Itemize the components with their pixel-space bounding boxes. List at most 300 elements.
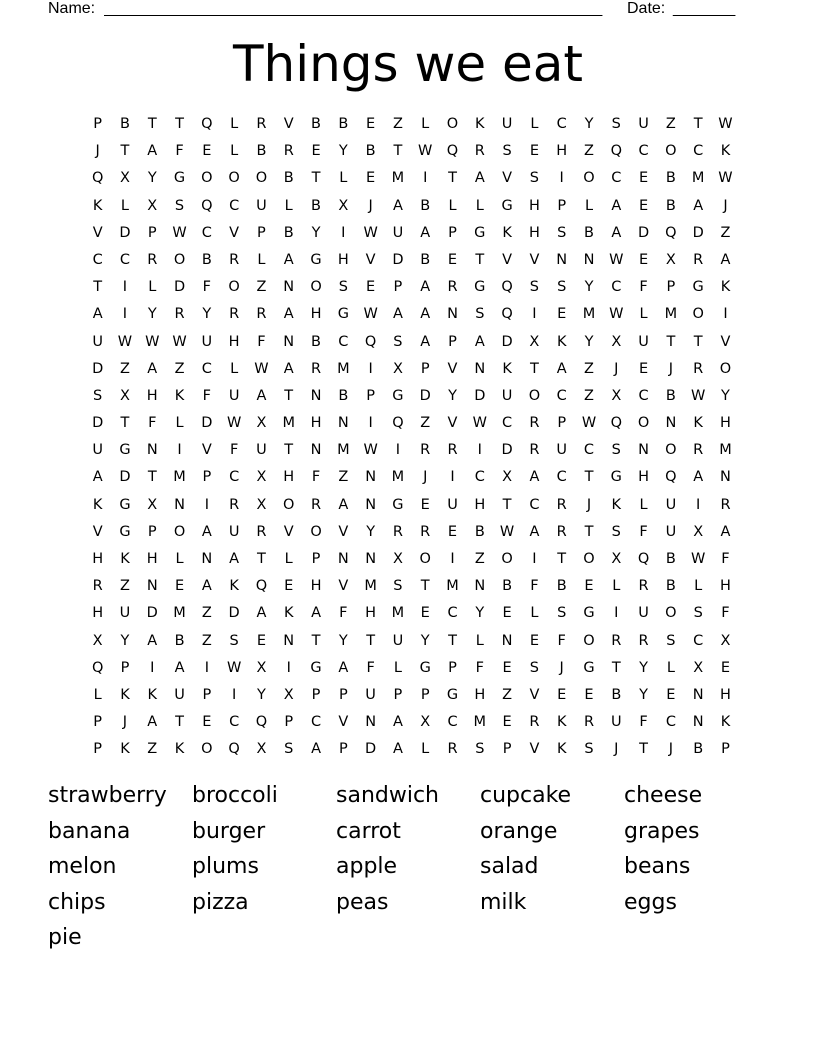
grid-letter[interactable]: Z xyxy=(584,143,594,160)
grid-letter[interactable]: F xyxy=(202,279,211,296)
grid-letter[interactable]: L xyxy=(284,197,293,214)
grid-letter[interactable]: X xyxy=(256,415,267,432)
grid-letter[interactable]: R xyxy=(147,251,158,268)
grid-letter[interactable]: G xyxy=(474,224,486,241)
grid-letter[interactable]: V xyxy=(529,686,540,703)
grid-letter[interactable]: R xyxy=(529,714,540,731)
grid-letter[interactable]: Y xyxy=(338,632,348,649)
grid-letter[interactable]: S xyxy=(529,279,539,296)
grid-letter[interactable]: K xyxy=(556,741,567,758)
grid-letter[interactable]: E xyxy=(502,605,512,622)
grid-letter[interactable]: E xyxy=(447,523,458,540)
grid-letter[interactable]: X xyxy=(147,496,158,513)
grid-letter[interactable]: U xyxy=(392,632,404,649)
grid-letter[interactable]: U xyxy=(638,605,649,622)
grid-letter[interactable]: U xyxy=(610,714,622,731)
grid-letter[interactable]: Q xyxy=(392,415,404,432)
grid-letter[interactable]: B xyxy=(256,143,267,160)
grid-letter[interactable]: L xyxy=(639,496,648,513)
grid-letter[interactable]: A xyxy=(311,741,321,758)
grid-letter[interactable]: P xyxy=(284,714,294,731)
grid-letter[interactable]: V xyxy=(338,578,349,595)
grid-letter[interactable]: Y xyxy=(475,605,485,622)
grid-letter[interactable]: A xyxy=(201,578,212,595)
grid-letter[interactable]: S xyxy=(475,306,485,323)
grid-letter[interactable]: Z xyxy=(474,551,485,567)
grid-letter[interactable]: B xyxy=(283,170,294,187)
grid-letter[interactable]: G xyxy=(446,686,459,703)
grid-letter[interactable]: N xyxy=(365,496,377,513)
grid-letter[interactable]: A xyxy=(174,659,185,676)
grid-letter[interactable]: Q xyxy=(228,741,240,758)
grid-letter[interactable]: T xyxy=(393,143,403,160)
grid-letter[interactable]: S xyxy=(338,279,348,296)
grid-letter[interactable]: R xyxy=(638,632,649,649)
grid-letter[interactable]: K xyxy=(120,551,130,567)
grid-letter[interactable]: Y xyxy=(721,387,730,404)
grid-letter[interactable]: S xyxy=(229,632,239,649)
grid-letter[interactable]: Q xyxy=(501,306,513,323)
grid-letter[interactable]: K xyxy=(556,333,567,350)
grid-letter[interactable]: A xyxy=(147,360,158,377)
grid-letter[interactable]: W xyxy=(254,360,269,377)
grid-letter[interactable]: I xyxy=(122,279,128,296)
grid-letter[interactable]: W xyxy=(172,333,187,350)
grid-letter[interactable]: P xyxy=(420,360,430,377)
grid-letter[interactable]: J xyxy=(614,360,619,377)
grid-letter[interactable]: K xyxy=(120,686,130,703)
grid-letter[interactable]: H xyxy=(720,686,731,703)
grid-letter[interactable]: I xyxy=(368,415,373,432)
grid-letter[interactable]: G xyxy=(337,306,349,323)
grid-letter[interactable]: P xyxy=(502,741,512,758)
grid-letter[interactable]: W xyxy=(499,523,515,540)
grid-letter[interactable]: L xyxy=(639,306,648,323)
grid-letter[interactable]: A xyxy=(201,523,212,540)
grid-letter[interactable]: L xyxy=(530,116,539,132)
grid-letter[interactable]: A xyxy=(392,714,403,731)
grid-letter[interactable]: L xyxy=(230,116,239,132)
grid-letter[interactable]: H xyxy=(337,251,349,268)
grid-letter[interactable]: T xyxy=(284,442,294,459)
grid-letter[interactable]: X xyxy=(119,387,130,404)
grid-letter[interactable]: V xyxy=(720,333,731,350)
grid-letter[interactable]: N xyxy=(365,551,377,567)
grid-letter[interactable]: X xyxy=(256,659,267,676)
grid-letter[interactable]: L xyxy=(666,659,675,676)
grid-letter[interactable]: Z xyxy=(174,360,185,377)
grid-letter[interactable]: H xyxy=(146,387,158,404)
grid-letter[interactable]: G xyxy=(392,496,404,513)
grid-letter[interactable]: E xyxy=(529,143,539,160)
grid-letter[interactable]: B xyxy=(338,116,349,132)
grid-letter[interactable]: Y xyxy=(639,686,649,703)
grid-letter[interactable]: A xyxy=(338,659,349,676)
grid-letter[interactable]: T xyxy=(311,170,321,187)
grid-letter[interactable]: W xyxy=(226,659,242,676)
grid-letter[interactable]: L xyxy=(175,551,184,567)
grid-letter[interactable]: X xyxy=(420,714,431,731)
grid-letter[interactable]: I xyxy=(477,442,482,459)
grid-letter[interactable]: U xyxy=(392,224,404,241)
grid-letter[interactable]: O xyxy=(665,442,677,459)
grid-letter[interactable]: N xyxy=(283,632,295,649)
grid-letter[interactable]: P xyxy=(448,333,457,350)
grid-letter[interactable]: I xyxy=(150,659,155,676)
grid-letter[interactable]: W xyxy=(581,415,597,432)
grid-letter[interactable]: V xyxy=(201,442,212,459)
grid-letter[interactable]: R xyxy=(310,360,322,377)
grid-letter[interactable]: Z xyxy=(201,632,212,649)
grid-letter[interactable]: E xyxy=(366,116,376,132)
grid-letter[interactable]: J xyxy=(668,360,674,377)
grid-letter[interactable]: B xyxy=(311,197,321,214)
grid-letter[interactable]: A xyxy=(693,469,704,486)
grid-letter[interactable]: V xyxy=(502,170,513,187)
grid-letter[interactable]: D xyxy=(501,333,513,350)
grid-letter[interactable]: L xyxy=(448,197,457,214)
grid-letter[interactable]: L xyxy=(93,686,102,703)
grid-letter[interactable]: E xyxy=(584,686,594,703)
grid-letter[interactable]: A xyxy=(720,523,731,540)
grid-letter[interactable]: U xyxy=(228,387,240,404)
grid-letter[interactable]: E xyxy=(174,578,185,595)
grid-letter[interactable]: Z xyxy=(420,415,431,432)
grid-letter[interactable]: S xyxy=(393,578,403,595)
grid-letter[interactable]: E xyxy=(639,360,649,377)
grid-letter[interactable]: T xyxy=(147,469,157,486)
grid-letter[interactable]: C xyxy=(611,170,622,187)
grid-letter[interactable]: P xyxy=(721,741,730,758)
grid-letter[interactable]: K xyxy=(502,224,512,241)
grid-letter[interactable]: U xyxy=(228,523,240,540)
grid-letter[interactable]: C xyxy=(556,469,567,486)
grid-letter[interactable]: G xyxy=(583,605,595,622)
grid-letter[interactable]: E xyxy=(202,143,212,160)
grid-letter[interactable]: B xyxy=(311,333,321,350)
grid-letter[interactable]: B xyxy=(365,143,376,160)
grid-letter[interactable]: N xyxy=(583,251,595,268)
grid-letter[interactable]: P xyxy=(366,387,375,404)
grid-letter[interactable]: C xyxy=(229,197,240,214)
grid-letter[interactable]: I xyxy=(696,496,701,513)
grid-letter[interactable]: M xyxy=(391,605,405,622)
grid-letter[interactable]: N xyxy=(337,415,349,432)
grid-letter[interactable]: K xyxy=(720,143,731,160)
grid-letter[interactable]: C xyxy=(556,116,567,132)
grid-letter[interactable]: X xyxy=(693,659,704,676)
grid-letter[interactable]: C xyxy=(310,714,322,731)
grid-letter[interactable]: P xyxy=(93,116,103,132)
grid-letter[interactable]: R xyxy=(447,442,458,459)
grid-letter[interactable]: F xyxy=(639,279,648,296)
grid-letter[interactable]: I xyxy=(723,306,728,323)
grid-letter[interactable]: C xyxy=(529,496,540,513)
grid-letter[interactable]: S xyxy=(611,523,621,540)
grid-letter[interactable]: S xyxy=(393,333,403,350)
grid-letter[interactable]: I xyxy=(450,469,455,486)
grid-letter[interactable]: V xyxy=(283,523,294,540)
grid-letter[interactable]: X xyxy=(256,741,267,758)
grid-letter[interactable]: I xyxy=(614,605,619,622)
grid-letter[interactable]: L xyxy=(284,551,293,567)
grid-letter[interactable]: E xyxy=(284,578,294,595)
grid-letter[interactable]: W xyxy=(363,224,378,241)
grid-letter[interactable]: V xyxy=(229,224,240,241)
grid-letter[interactable]: D xyxy=(92,415,104,432)
grid-letter[interactable]: A xyxy=(392,741,403,758)
grid-letter[interactable]: S xyxy=(174,197,185,214)
grid-letter[interactable]: D xyxy=(419,387,431,404)
grid-letter[interactable]: N xyxy=(337,551,349,567)
grid-letter[interactable]: Z xyxy=(147,741,158,758)
grid-letter[interactable]: E xyxy=(256,632,267,649)
grid-letter[interactable]: F xyxy=(229,442,239,459)
grid-letter[interactable]: P xyxy=(202,469,212,486)
grid-letter[interactable]: X xyxy=(502,469,513,486)
grid-letter[interactable]: W xyxy=(718,170,733,187)
grid-letter[interactable]: F xyxy=(366,659,375,676)
grid-letter[interactable]: H xyxy=(365,605,377,622)
grid-letter[interactable]: P xyxy=(393,686,403,703)
grid-letter[interactable]: F xyxy=(530,578,539,595)
grid-letter[interactable]: T xyxy=(557,551,567,567)
grid-letter[interactable]: A xyxy=(420,224,431,241)
grid-letter[interactable]: B xyxy=(119,116,130,132)
grid-letter[interactable]: C xyxy=(229,714,240,731)
grid-letter[interactable]: Y xyxy=(120,632,130,649)
grid-letter[interactable]: O xyxy=(310,523,322,540)
grid-letter[interactable]: B xyxy=(556,578,567,595)
grid-letter[interactable]: L xyxy=(120,197,129,214)
grid-letter[interactable]: X xyxy=(338,197,349,214)
grid-letter[interactable]: R xyxy=(229,496,240,513)
grid-letter[interactable]: W xyxy=(363,442,378,459)
grid-letter[interactable]: Z xyxy=(201,605,212,622)
grid-letter[interactable]: H xyxy=(283,469,295,486)
grid-letter[interactable]: K xyxy=(92,496,103,513)
grid-letter[interactable]: A xyxy=(474,170,485,187)
grid-letter[interactable]: C xyxy=(611,279,622,296)
grid-letter[interactable]: Q xyxy=(91,659,104,676)
grid-letter[interactable]: Q xyxy=(255,714,268,731)
grid-letter[interactable]: D xyxy=(392,251,404,268)
grid-letter[interactable]: T xyxy=(175,714,184,731)
grid-letter[interactable]: B xyxy=(474,523,485,540)
grid-letter[interactable]: I xyxy=(423,170,428,187)
grid-letter[interactable]: L xyxy=(230,360,239,377)
grid-letter[interactable]: P xyxy=(393,279,403,296)
grid-letter[interactable]: B xyxy=(665,387,676,404)
grid-letter[interactable]: X xyxy=(147,197,158,214)
grid-letter[interactable]: T xyxy=(584,523,594,540)
grid-letter[interactable]: A xyxy=(92,306,103,323)
grid-letter[interactable]: H xyxy=(556,143,568,160)
grid-letter[interactable]: R xyxy=(529,442,540,459)
grid-letter[interactable]: B xyxy=(283,224,294,241)
grid-letter[interactable]: I xyxy=(122,306,128,323)
grid-letter[interactable]: R xyxy=(693,442,704,459)
grid-letter[interactable]: T xyxy=(693,116,703,132)
grid-letter[interactable]: T xyxy=(584,469,594,486)
grid-letter[interactable]: I xyxy=(204,496,209,513)
grid-letter[interactable]: S xyxy=(557,605,567,622)
name-blank-line[interactable]: ________________________________________________________ xyxy=(104,0,603,17)
grid-letter[interactable]: A xyxy=(256,605,267,622)
grid-letter[interactable]: L xyxy=(148,279,157,296)
grid-letter[interactable]: F xyxy=(148,415,157,432)
grid-letter[interactable]: H xyxy=(228,333,240,350)
grid-letter[interactable]: A xyxy=(283,306,294,323)
grid-letter[interactable]: J xyxy=(95,143,100,160)
grid-letter[interactable]: R xyxy=(556,496,567,513)
grid-letter[interactable]: E xyxy=(584,578,594,595)
grid-letter[interactable]: T xyxy=(611,659,621,676)
grid-letter[interactable]: U xyxy=(174,686,185,703)
grid-letter[interactable]: G xyxy=(310,251,322,268)
grid-letter[interactable]: A xyxy=(611,224,622,241)
grid-letter[interactable]: O xyxy=(637,415,650,432)
grid-letter[interactable]: X xyxy=(283,686,294,703)
grid-letter[interactable]: O xyxy=(173,251,186,268)
grid-letter[interactable]: E xyxy=(311,143,321,160)
grid-letter[interactable]: I xyxy=(532,306,537,323)
grid-letter[interactable]: D xyxy=(92,360,104,377)
grid-letter[interactable]: W xyxy=(418,143,433,160)
grid-letter[interactable]: I xyxy=(532,551,537,567)
grid-letter[interactable]: T xyxy=(257,551,266,567)
grid-letter[interactable]: A xyxy=(529,523,540,540)
grid-letter[interactable]: I xyxy=(286,659,291,676)
grid-letter[interactable]: D xyxy=(146,605,158,622)
grid-letter[interactable]: S xyxy=(475,741,485,758)
grid-letter[interactable]: E xyxy=(557,306,567,323)
grid-letter[interactable]: U xyxy=(256,197,267,214)
grid-letter[interactable]: R xyxy=(611,632,622,649)
grid-letter[interactable]: Y xyxy=(257,686,266,703)
grid-letter[interactable]: N xyxy=(692,714,704,731)
grid-letter[interactable]: E xyxy=(420,496,430,513)
grid-letter[interactable]: Y xyxy=(448,387,457,404)
grid-letter[interactable]: N xyxy=(365,714,377,731)
grid-letter[interactable]: M xyxy=(337,442,350,459)
grid-letter[interactable]: L xyxy=(612,578,621,595)
grid-letter[interactable]: T xyxy=(284,387,294,404)
grid-letter[interactable]: E xyxy=(502,714,512,731)
grid-letter[interactable]: A xyxy=(283,360,294,377)
grid-letter[interactable]: N xyxy=(720,469,731,486)
grid-letter[interactable]: N xyxy=(474,578,486,595)
grid-letter[interactable]: N xyxy=(665,415,677,432)
grid-letter[interactable]: A xyxy=(229,551,240,567)
grid-letter[interactable]: A xyxy=(338,496,349,513)
grid-letter[interactable]: N xyxy=(365,469,377,486)
grid-letter[interactable]: M xyxy=(719,442,732,459)
grid-letter[interactable]: I xyxy=(341,224,346,241)
grid-letter[interactable]: E xyxy=(666,686,676,703)
grid-letter[interactable]: B xyxy=(665,197,676,214)
grid-letter[interactable]: T xyxy=(93,279,103,296)
grid-letter[interactable]: C xyxy=(556,387,567,404)
grid-letter[interactable]: L xyxy=(339,170,348,187)
grid-letter[interactable]: Z xyxy=(720,224,731,241)
grid-letter[interactable]: H xyxy=(310,415,322,432)
grid-letter[interactable]: H xyxy=(474,496,486,513)
grid-letter[interactable]: H xyxy=(720,415,731,432)
grid-letter[interactable]: J xyxy=(423,469,428,486)
grid-letter[interactable]: T xyxy=(448,170,457,187)
grid-letter[interactable]: E xyxy=(557,686,567,703)
grid-letter[interactable]: P xyxy=(420,686,430,703)
grid-letter[interactable]: C xyxy=(665,714,676,731)
grid-letter[interactable]: E xyxy=(639,251,649,268)
grid-letter[interactable]: P xyxy=(448,224,457,241)
grid-letter[interactable]: W xyxy=(718,116,733,132)
grid-letter[interactable]: E xyxy=(720,659,731,676)
grid-letter[interactable]: X xyxy=(119,170,130,187)
grid-letter[interactable]: C xyxy=(447,714,458,731)
grid-letter[interactable]: R xyxy=(256,523,267,540)
grid-letter[interactable]: T xyxy=(311,632,321,649)
grid-letter[interactable]: V xyxy=(338,714,349,731)
grid-letter[interactable]: R xyxy=(529,415,540,432)
grid-letter[interactable]: M xyxy=(446,578,459,595)
grid-letter[interactable]: I xyxy=(559,170,564,187)
grid-letter[interactable]: C xyxy=(693,632,704,649)
grid-letter[interactable]: X xyxy=(392,360,403,377)
grid-letter[interactable]: J xyxy=(723,197,728,214)
grid-letter[interactable]: G xyxy=(610,469,622,486)
grid-letter[interactable]: A xyxy=(392,306,403,323)
grid-letter[interactable]: V xyxy=(447,415,458,432)
grid-letter[interactable]: V xyxy=(529,741,540,758)
grid-letter[interactable]: H xyxy=(638,469,650,486)
grid-letter[interactable]: R xyxy=(256,306,267,323)
grid-letter[interactable]: O xyxy=(665,143,677,160)
grid-letter[interactable]: S xyxy=(584,741,594,758)
grid-letter[interactable]: O xyxy=(446,116,459,132)
grid-letter[interactable]: F xyxy=(639,714,648,731)
grid-letter[interactable]: N xyxy=(638,442,650,459)
grid-letter[interactable]: S xyxy=(557,279,567,296)
grid-letter[interactable]: R xyxy=(310,496,322,513)
grid-letter[interactable]: O xyxy=(255,170,268,187)
grid-letter[interactable]: F xyxy=(475,659,484,676)
grid-letter[interactable]: C xyxy=(229,469,240,486)
grid-letter[interactable]: U xyxy=(638,333,649,350)
grid-letter[interactable]: R xyxy=(693,251,704,268)
grid-letter[interactable]: D xyxy=(201,415,213,432)
grid-letter[interactable]: X xyxy=(611,551,622,567)
grid-letter[interactable]: G xyxy=(119,523,131,540)
grid-letter[interactable]: B xyxy=(174,632,185,649)
grid-letter[interactable]: L xyxy=(475,632,484,649)
grid-letter[interactable]: K xyxy=(147,686,157,703)
grid-letter[interactable]: Y xyxy=(584,116,594,132)
grid-letter[interactable]: Z xyxy=(119,360,130,377)
date-blank-line[interactable]: _______ xyxy=(673,0,736,17)
grid-letter[interactable]: G xyxy=(692,279,704,296)
grid-letter[interactable]: D xyxy=(228,605,240,622)
grid-letter[interactable]: X xyxy=(92,632,103,649)
grid-letter[interactable]: R xyxy=(420,523,431,540)
grid-letter[interactable]: E xyxy=(366,170,376,187)
grid-letter[interactable]: R xyxy=(392,523,403,540)
grid-letter[interactable]: L xyxy=(421,741,430,758)
grid-letter[interactable]: J xyxy=(368,197,373,214)
grid-letter[interactable]: J xyxy=(122,714,128,731)
grid-letter[interactable]: Y xyxy=(202,306,212,323)
